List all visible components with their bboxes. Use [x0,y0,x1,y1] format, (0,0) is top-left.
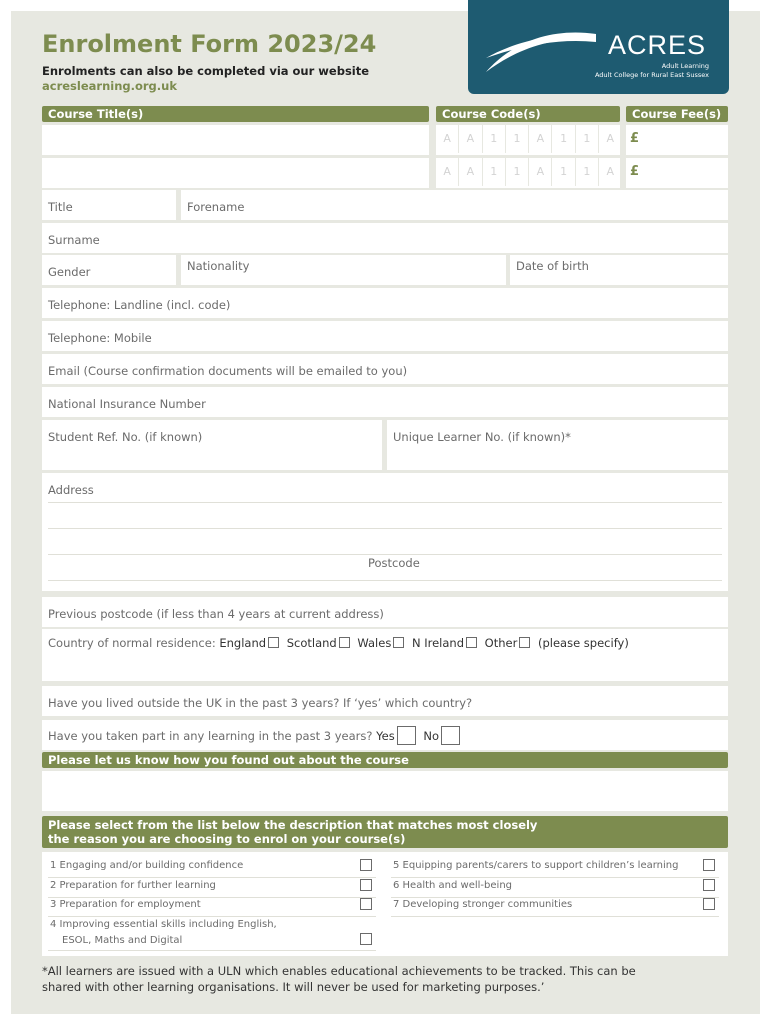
reasons-header-line-2: the reason you are choosing to enrol on your course(s) [48,832,406,846]
reason-3: 3 Preparation for employment [50,899,201,910]
course-code-cell[interactable]: 1 [483,125,506,153]
title-field[interactable]: Title [42,190,176,220]
reason-5: 5 Equipping parents/carers to support children’s learning [393,860,679,871]
reason-4-checkbox[interactable] [360,933,372,945]
found-out-header: Please let us know how you found out about the course [42,752,728,768]
reasons-header [42,816,728,848]
reason-divider [391,897,719,898]
course-fee-header: Course Fee(s) [626,106,728,122]
prior-learning-row [48,726,464,745]
course-code-cell[interactable]: A [459,158,482,186]
course-code-cells [436,125,622,153]
surname-field[interactable]: Surname [42,223,728,253]
course-code-cell[interactable]: 1 [576,125,599,153]
residence-label: Country of normal residence: [48,636,216,650]
scotland-checkbox[interactable] [339,637,350,648]
residence-row [48,636,629,650]
england-checkbox[interactable] [268,637,279,648]
reason-4-continued: ESOL, Maths and Digital [62,935,183,946]
residence-n-ireland: N Ireland [411,636,465,650]
mobile-field[interactable]: Telephone: Mobile [42,321,728,351]
ni-number-field[interactable]: National Insurance Number [42,387,728,417]
course-code-cells [436,158,622,186]
currency-symbol: £ [630,164,640,179]
address-line-3 [48,554,722,555]
logo-brand: ACRES [608,30,707,60]
course-code-cell[interactable]: 1 [483,158,506,186]
course-code-input-1[interactable] [436,125,620,155]
reason-6-checkbox[interactable] [703,879,715,891]
yes-label: Yes [376,729,395,743]
logo-tagline-1: Adult Learning [661,62,709,70]
address-label: Address [48,483,94,497]
previous-postcode-field[interactable]: Previous postcode (if less than 4 years at current address) [42,597,728,627]
course-code-cell[interactable]: A [436,158,459,186]
reason-6: 6 Health and well-being [393,880,513,891]
reason-7: 7 Developing stronger communities [393,899,573,910]
reason-divider [48,950,376,951]
postcode-label: Postcode [368,556,420,570]
reason-2: 2 Preparation for further learning [50,880,216,891]
course-code-header: Course Code(s) [436,106,620,122]
wales-checkbox[interactable] [393,637,404,648]
residence-other: Other [484,636,518,650]
student-ref-field[interactable]: Student Ref. No. (if known) [42,420,382,470]
course-code-cell[interactable]: 1 [506,158,529,186]
course-code-cell[interactable]: 1 [552,158,575,186]
residence-specify: (please specify) [537,636,629,650]
swoosh-icon [484,20,604,76]
reason-5-checkbox[interactable] [703,859,715,871]
course-code-cell[interactable]: A [599,158,622,186]
reason-3-checkbox[interactable] [360,898,372,910]
landline-field[interactable]: Telephone: Landline (incl. code) [42,288,728,318]
course-fee-input-1[interactable] [626,125,728,155]
subtitle: Enrolments can also be completed via our website [42,64,370,78]
outside-uk-field[interactable]: Have you lived outside the UK in the past 3 years? If ‘yes’ which country? [42,686,728,716]
course-code-cell[interactable]: A [459,125,482,153]
course-code-cell[interactable]: A [436,125,459,153]
nationality-field[interactable]: Nationality [181,255,506,285]
acres-logo [468,0,729,94]
reason-7-checkbox[interactable] [703,898,715,910]
gender-field[interactable]: Gender [42,255,176,285]
forename-field[interactable]: Forename [181,190,728,220]
n-ireland-checkbox[interactable] [466,637,477,648]
course-code-cell[interactable]: 1 [506,125,529,153]
reason-4: 4 Improving essential skills including English, [50,919,277,930]
course-title-input-1[interactable] [42,125,429,155]
currency-symbol: £ [630,131,640,146]
website-link[interactable]: acreslearning.org.uk [42,79,177,93]
course-code-cell[interactable]: 1 [552,125,575,153]
course-code-cell[interactable]: A [529,158,552,186]
yes-checkbox[interactable] [397,726,416,745]
email-field[interactable]: Email (Course confirmation documents will be emailed to you) [42,354,728,384]
address-line-4 [48,580,722,581]
course-code-cell[interactable]: A [599,125,622,153]
course-code-cell[interactable]: A [529,125,552,153]
reason-1-checkbox[interactable] [360,859,372,871]
residence-wales: Wales [357,636,392,650]
prior-learning-question: Have you taken part in any learning in the past 3 years? [48,729,373,743]
reason-2-checkbox[interactable] [360,879,372,891]
address-field[interactable] [42,473,728,591]
course-fee-input-2[interactable] [626,158,728,188]
reason-1: 1 Engaging and/or building confidence [50,860,244,871]
reason-divider [48,877,376,878]
course-code-input-2[interactable] [436,158,620,188]
reason-divider [391,877,719,878]
logo-tagline-2: Adult College for Rural East Sussex [594,71,709,79]
course-title-header: Course Title(s) [42,106,429,122]
page-title: Enrolment Form 2023/24 [42,30,377,58]
residence-scotland: Scotland [286,636,337,650]
date-of-birth-field[interactable]: Date of birth [510,255,728,285]
uln-field[interactable]: Unique Learner No. (if known)* [387,420,728,470]
reason-divider [48,897,376,898]
address-line-2 [48,528,722,529]
reasons-header-line-1: Please select from the list below the description that matches most closely [48,818,538,832]
residence-england: England [219,636,267,650]
reason-divider [48,916,376,917]
reason-divider [391,916,719,917]
course-code-cell[interactable]: 1 [576,158,599,186]
found-out-field[interactable] [42,771,728,811]
uln-footnote: *All learners are issued with a ULN which enables educational achievements to be tracked. This can be shared with other learning organisations. It will never be used for marketing purposes.’ [42,964,636,994]
other-checkbox[interactable] [519,637,530,648]
no-checkbox[interactable] [441,726,460,745]
no-label: No [423,729,440,743]
address-line-1 [48,502,722,503]
course-title-input-2[interactable] [42,158,429,188]
